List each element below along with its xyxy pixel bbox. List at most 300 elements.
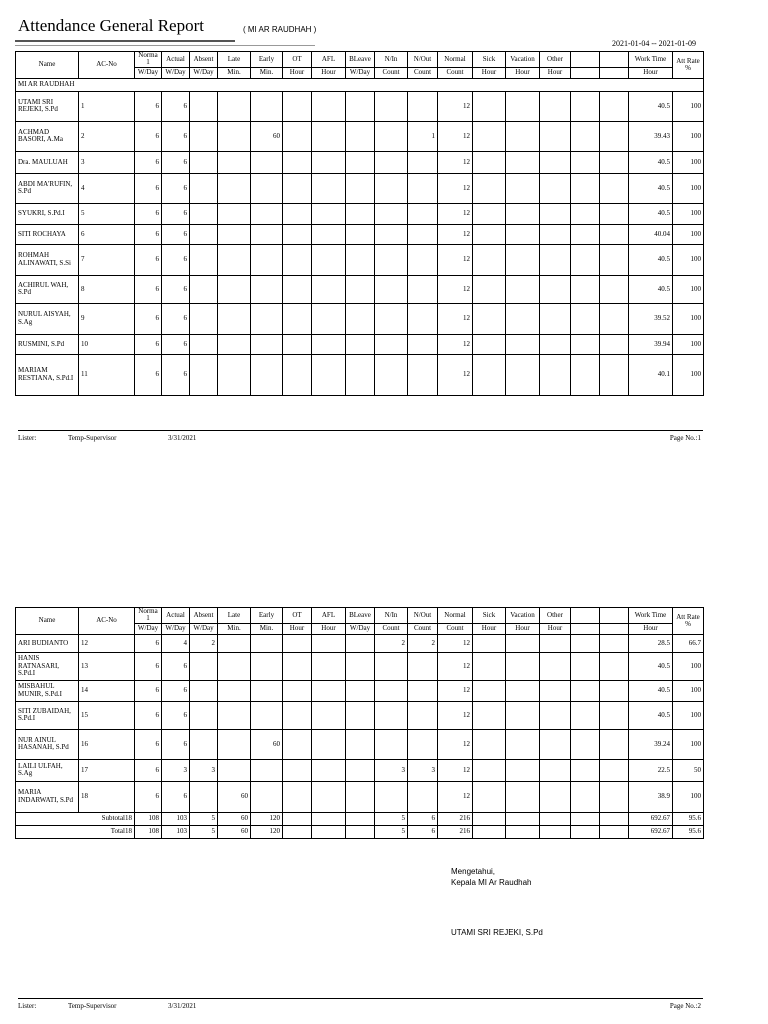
column-unit: Min. xyxy=(251,67,283,78)
cell-x2 xyxy=(600,151,629,173)
cell-absent xyxy=(190,701,218,729)
cell-late xyxy=(218,303,251,334)
cell-nout: 3 xyxy=(408,759,438,781)
employee-name: Dra. MAULUAH xyxy=(16,151,79,173)
cell-norma: 6 xyxy=(135,701,162,729)
cell-other xyxy=(540,91,571,121)
column-unit: W/Day xyxy=(135,623,162,634)
cell-early xyxy=(251,303,283,334)
cell-work: 22.5 xyxy=(629,759,673,781)
cell-nin: 2 xyxy=(375,634,408,652)
column-header: BLeave xyxy=(346,52,375,68)
cell-vacation xyxy=(506,781,540,812)
employee-ac-no: 18 xyxy=(79,781,135,812)
cell-early xyxy=(251,334,283,354)
employee-ac-no: 2 xyxy=(79,121,135,151)
title-underline-secondary xyxy=(15,45,315,46)
cell-work: 40.5 xyxy=(629,701,673,729)
column-header: Other xyxy=(540,52,571,68)
column-unit: W/Day xyxy=(190,623,218,634)
column-header: Sick xyxy=(473,52,506,68)
cell-actual: 6 xyxy=(162,652,190,680)
cell-x2 xyxy=(600,173,629,203)
cell-bleave xyxy=(346,680,375,701)
cell-normal: 12 xyxy=(438,729,473,759)
total-other xyxy=(540,825,571,838)
cell-afl xyxy=(312,701,346,729)
employee-name: MISBAHUL MUNIR, S.Pd.I xyxy=(16,680,79,701)
table-row xyxy=(16,759,704,781)
employee-ac-no: 6 xyxy=(79,224,135,244)
column-header: Late xyxy=(218,52,251,68)
cell-work: 38.9 xyxy=(629,781,673,812)
cell-work: 40.5 xyxy=(629,173,673,203)
cell-ot xyxy=(283,121,312,151)
cell-actual: 4 xyxy=(162,634,190,652)
cell-vacation xyxy=(506,173,540,203)
cell-work: 39.24 xyxy=(629,729,673,759)
cell-rate: 100 xyxy=(673,680,704,701)
cell-rate: 100 xyxy=(673,303,704,334)
total-early: 120 xyxy=(251,825,283,838)
cell-rate: 100 xyxy=(673,203,704,224)
cell-rate: 100 xyxy=(673,652,704,680)
cell-vacation xyxy=(506,634,540,652)
employee-name: RUSMINI, S.Pd xyxy=(16,334,79,354)
cell-sick xyxy=(473,275,506,303)
cell-bleave xyxy=(346,781,375,812)
cell-work: 39.43 xyxy=(629,121,673,151)
column-unit: W/Day xyxy=(190,67,218,78)
acknowledgement-block xyxy=(451,866,532,888)
total-absent: 5 xyxy=(190,825,218,838)
total-norma: 108 xyxy=(135,812,162,825)
cell-x2 xyxy=(600,759,629,781)
cell-nout: 2 xyxy=(408,634,438,652)
cell-norma: 6 xyxy=(135,729,162,759)
table-row xyxy=(16,680,704,701)
cell-x2 xyxy=(600,203,629,224)
signer-name: UTAMI SRI REJEKI, S.Pd xyxy=(451,928,543,937)
cell-norma: 6 xyxy=(135,203,162,224)
employee-name: ROHMAH ALINAWATI, S.Si xyxy=(16,244,79,275)
cell-late xyxy=(218,334,251,354)
cell-other xyxy=(540,781,571,812)
cell-bleave xyxy=(346,652,375,680)
cell-late xyxy=(218,729,251,759)
cell-rate: 66.7 xyxy=(673,634,704,652)
employee-name: UTAMI SRI REJEKI, S.Pd xyxy=(16,91,79,121)
column-unit: Hour xyxy=(283,623,312,634)
cell-rate: 100 xyxy=(673,224,704,244)
cell-early xyxy=(251,151,283,173)
table-row xyxy=(16,121,704,151)
cell-late xyxy=(218,121,251,151)
cell-bleave xyxy=(346,224,375,244)
cell-x1 xyxy=(571,781,600,812)
column-unit: Hour xyxy=(473,623,506,634)
total-nout: 6 xyxy=(408,825,438,838)
total-late: 60 xyxy=(218,812,251,825)
cell-sick xyxy=(473,303,506,334)
column-header: AFL xyxy=(312,608,346,624)
column-unit: W/Day xyxy=(135,67,162,78)
column-unit: Hour xyxy=(312,623,346,634)
cell-normal: 12 xyxy=(438,354,473,395)
cell-early xyxy=(251,173,283,203)
cell-normal: 12 xyxy=(438,781,473,812)
total-ot xyxy=(283,812,312,825)
column-unit: Hour xyxy=(506,67,540,78)
total-work: 692.67 xyxy=(629,825,673,838)
cell-ot xyxy=(283,244,312,275)
cell-afl xyxy=(312,151,346,173)
cell-normal: 12 xyxy=(438,334,473,354)
cell-vacation xyxy=(506,354,540,395)
cell-early xyxy=(251,759,283,781)
cell-x2 xyxy=(600,354,629,395)
cell-nin xyxy=(375,173,408,203)
cell-absent xyxy=(190,275,218,303)
cell-norma: 6 xyxy=(135,151,162,173)
cell-actual: 6 xyxy=(162,121,190,151)
column-unit: Min. xyxy=(218,67,251,78)
cell-nout xyxy=(408,781,438,812)
cell-x1 xyxy=(571,275,600,303)
column-header: Other xyxy=(540,608,571,624)
cell-ot xyxy=(283,652,312,680)
total-nout: 6 xyxy=(408,812,438,825)
cell-x1 xyxy=(571,634,600,652)
total-afl xyxy=(312,825,346,838)
employee-ac-no: 10 xyxy=(79,334,135,354)
cell-vacation xyxy=(506,334,540,354)
cell-x1 xyxy=(571,680,600,701)
cell-norma: 6 xyxy=(135,303,162,334)
cell-nout xyxy=(408,244,438,275)
footer-page-number: Page No.:2 xyxy=(669,1002,701,1010)
cell-rate: 100 xyxy=(673,701,704,729)
cell-norma: 6 xyxy=(135,224,162,244)
cell-afl xyxy=(312,652,346,680)
column-header: Normal xyxy=(438,52,473,68)
table-row xyxy=(16,701,704,729)
cell-vacation xyxy=(506,121,540,151)
cell-sick xyxy=(473,729,506,759)
cell-vacation xyxy=(506,244,540,275)
column-unit: W/Day xyxy=(162,67,190,78)
cell-other xyxy=(540,151,571,173)
employee-name: NUR AINUL HASANAH, S.Pd xyxy=(16,729,79,759)
employee-ac-no: 9 xyxy=(79,303,135,334)
employee-name: NURUL AISYAH, S.Ag xyxy=(16,303,79,334)
cell-afl xyxy=(312,275,346,303)
cell-late xyxy=(218,91,251,121)
total-other xyxy=(540,812,571,825)
report-title: Attendance General Report xyxy=(18,16,204,35)
column-unit: Count xyxy=(438,67,473,78)
table-row xyxy=(16,652,704,680)
cell-norma: 6 xyxy=(135,334,162,354)
cell-nin xyxy=(375,91,408,121)
column-header: Name xyxy=(16,608,79,635)
footer-rule xyxy=(18,430,703,431)
acknowledgement-line: Mengetahui, xyxy=(451,867,496,876)
cell-early xyxy=(251,224,283,244)
cell-x1 xyxy=(571,91,600,121)
cell-rate: 100 xyxy=(673,334,704,354)
cell-normal: 12 xyxy=(438,173,473,203)
cell-other xyxy=(540,652,571,680)
table-row xyxy=(16,729,704,759)
cell-other xyxy=(540,634,571,652)
cell-rate: 100 xyxy=(673,275,704,303)
employee-name: HANIS RATNASARI, S.Pd.I xyxy=(16,652,79,680)
employee-ac-no: 8 xyxy=(79,275,135,303)
cell-actual: 3 xyxy=(162,759,190,781)
column-header: N/Out xyxy=(408,52,438,68)
cell-absent xyxy=(190,334,218,354)
cell-ot xyxy=(283,781,312,812)
cell-vacation xyxy=(506,91,540,121)
cell-sick xyxy=(473,680,506,701)
column-unit: W/Day xyxy=(162,623,190,634)
cell-normal: 12 xyxy=(438,303,473,334)
cell-work: 39.94 xyxy=(629,334,673,354)
header-row xyxy=(16,52,704,68)
cell-vacation xyxy=(506,203,540,224)
table-row xyxy=(16,224,704,244)
total-normal: 216 xyxy=(438,812,473,825)
column-header xyxy=(600,52,629,68)
cell-ot xyxy=(283,173,312,203)
column-header xyxy=(600,608,629,624)
cell-nout xyxy=(408,334,438,354)
cell-sick xyxy=(473,781,506,812)
column-unit: Hour xyxy=(629,623,673,634)
cell-late xyxy=(218,354,251,395)
cell-nin xyxy=(375,151,408,173)
cell-early xyxy=(251,91,283,121)
acknowledgement-title: Kepala MI Ar Raudhah xyxy=(451,878,532,887)
cell-bleave xyxy=(346,151,375,173)
column-header: Att Rate % xyxy=(673,52,704,79)
table-row xyxy=(16,244,704,275)
cell-actual: 6 xyxy=(162,275,190,303)
cell-x1 xyxy=(571,121,600,151)
cell-other xyxy=(540,275,571,303)
column-header: Sick xyxy=(473,608,506,624)
cell-x1 xyxy=(571,244,600,275)
total-nin: 5 xyxy=(375,812,408,825)
cell-x1 xyxy=(571,334,600,354)
cell-actual: 6 xyxy=(162,729,190,759)
cell-norma: 6 xyxy=(135,354,162,395)
cell-early xyxy=(251,203,283,224)
column-unit: Hour xyxy=(540,623,571,634)
cell-actual: 6 xyxy=(162,151,190,173)
column-header: Early xyxy=(251,608,283,624)
report-date-range: 2021-01-04 -- 2021-01-09 xyxy=(612,39,696,48)
employee-ac-no: 16 xyxy=(79,729,135,759)
footer-rule xyxy=(18,998,703,999)
cell-nin xyxy=(375,729,408,759)
cell-actual: 6 xyxy=(162,173,190,203)
report-subtitle: ( MI AR RAUDHAH ) xyxy=(243,25,317,34)
cell-nout xyxy=(408,203,438,224)
cell-normal: 12 xyxy=(438,275,473,303)
employee-ac-no: 17 xyxy=(79,759,135,781)
cell-ot xyxy=(283,151,312,173)
cell-other xyxy=(540,173,571,203)
cell-late xyxy=(218,203,251,224)
totals-row xyxy=(16,812,704,825)
cell-ot xyxy=(283,275,312,303)
column-header: AC-No xyxy=(79,52,135,79)
group-row xyxy=(16,78,704,91)
cell-sick xyxy=(473,759,506,781)
employee-ac-no: 13 xyxy=(79,652,135,680)
cell-actual: 6 xyxy=(162,680,190,701)
cell-sick xyxy=(473,151,506,173)
cell-x1 xyxy=(571,173,600,203)
cell-rate: 100 xyxy=(673,91,704,121)
cell-vacation xyxy=(506,224,540,244)
cell-absent xyxy=(190,121,218,151)
cell-actual: 6 xyxy=(162,91,190,121)
cell-sick xyxy=(473,121,506,151)
total-x1 xyxy=(571,812,600,825)
table-row xyxy=(16,275,704,303)
column-header: N/In xyxy=(375,52,408,68)
cell-nout xyxy=(408,354,438,395)
column-unit: Hour xyxy=(540,67,571,78)
column-header: Late xyxy=(218,608,251,624)
employee-ac-no: 3 xyxy=(79,151,135,173)
cell-work: 40.04 xyxy=(629,224,673,244)
column-unit: W/Day xyxy=(346,623,375,634)
cell-x2 xyxy=(600,634,629,652)
cell-vacation xyxy=(506,652,540,680)
table-row xyxy=(16,354,704,395)
cell-late xyxy=(218,701,251,729)
cell-late xyxy=(218,151,251,173)
cell-afl xyxy=(312,759,346,781)
cell-afl xyxy=(312,121,346,151)
cell-nin: 3 xyxy=(375,759,408,781)
cell-nin xyxy=(375,244,408,275)
cell-nout: 1 xyxy=(408,121,438,151)
cell-work: 40.5 xyxy=(629,275,673,303)
cell-other xyxy=(540,759,571,781)
cell-vacation xyxy=(506,151,540,173)
cell-afl xyxy=(312,203,346,224)
cell-work: 40.5 xyxy=(629,652,673,680)
cell-actual: 6 xyxy=(162,354,190,395)
cell-rate: 100 xyxy=(673,781,704,812)
cell-early xyxy=(251,680,283,701)
column-unit: Count xyxy=(408,623,438,634)
cell-absent xyxy=(190,781,218,812)
column-header: Att Rate % xyxy=(673,608,704,635)
cell-nout xyxy=(408,91,438,121)
title-underline xyxy=(15,40,235,42)
cell-early xyxy=(251,634,283,652)
footer-date: 3/31/2021 xyxy=(168,434,197,442)
employee-name: SITI ZUBAIDAH, S.Pd.I xyxy=(16,701,79,729)
total-bleave xyxy=(346,812,375,825)
cell-normal: 12 xyxy=(438,91,473,121)
footer-lister: Lister: xyxy=(18,1002,37,1010)
cell-ot xyxy=(283,334,312,354)
total-vacation xyxy=(506,812,540,825)
cell-early xyxy=(251,244,283,275)
cell-vacation xyxy=(506,303,540,334)
cell-x1 xyxy=(571,354,600,395)
cell-nout xyxy=(408,173,438,203)
cell-nin xyxy=(375,224,408,244)
cell-x1 xyxy=(571,652,600,680)
total-late: 60 xyxy=(218,825,251,838)
column-unit: Hour xyxy=(312,67,346,78)
cell-early: 60 xyxy=(251,121,283,151)
employee-name: MARIA INDARWATI, S.Pd xyxy=(16,781,79,812)
cell-sick xyxy=(473,701,506,729)
cell-x2 xyxy=(600,91,629,121)
cell-other xyxy=(540,244,571,275)
cell-ot xyxy=(283,354,312,395)
cell-sick xyxy=(473,91,506,121)
cell-vacation xyxy=(506,759,540,781)
cell-x2 xyxy=(600,224,629,244)
cell-normal: 12 xyxy=(438,121,473,151)
attendance-table-page-2 xyxy=(15,607,704,839)
total-norma: 108 xyxy=(135,825,162,838)
cell-x2 xyxy=(600,781,629,812)
cell-nout xyxy=(408,701,438,729)
cell-x1 xyxy=(571,729,600,759)
cell-sick xyxy=(473,334,506,354)
cell-normal: 12 xyxy=(438,203,473,224)
employee-name: ACHMAD BASORI, A.Ma xyxy=(16,121,79,151)
total-ot xyxy=(283,825,312,838)
cell-ot xyxy=(283,91,312,121)
cell-early xyxy=(251,701,283,729)
cell-normal: 12 xyxy=(438,680,473,701)
cell-rate: 100 xyxy=(673,354,704,395)
cell-afl xyxy=(312,244,346,275)
column-header xyxy=(571,52,600,68)
cell-nin xyxy=(375,680,408,701)
cell-nin xyxy=(375,334,408,354)
cell-ot xyxy=(283,759,312,781)
column-header: Actual xyxy=(162,608,190,624)
cell-other xyxy=(540,303,571,334)
cell-sick xyxy=(473,354,506,395)
column-unit xyxy=(600,623,629,634)
cell-x2 xyxy=(600,303,629,334)
employee-ac-no: 4 xyxy=(79,173,135,203)
cell-afl xyxy=(312,634,346,652)
total-normal: 216 xyxy=(438,825,473,838)
cell-x2 xyxy=(600,121,629,151)
cell-early xyxy=(251,275,283,303)
column-header: Norma 1 xyxy=(135,52,162,68)
cell-sick xyxy=(473,203,506,224)
column-header: Early xyxy=(251,52,283,68)
cell-early xyxy=(251,652,283,680)
column-header: OT xyxy=(283,52,312,68)
